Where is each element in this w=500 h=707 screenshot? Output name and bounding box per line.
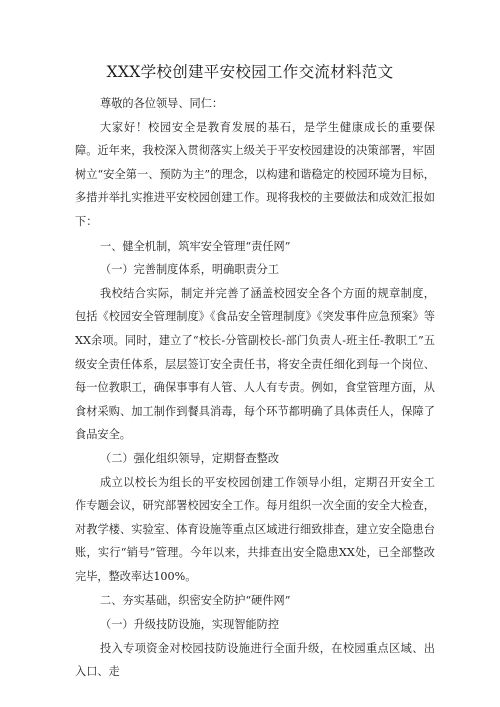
subsection-heading-2-1: （一）升级技防设施，实现智能防控 [100,618,280,632]
paragraph-2-1: 投入专项资金对校园技防设施进行全面升级，在校园重点区域、出入口、走 [75,641,435,679]
section-heading-1: 一、健全机制，筑牢安全管理“责任网” [100,239,291,253]
subsection-heading-1-1: （一）完善制度体系，明确职责分工 [100,263,280,277]
section-heading-2: 二、夯实基础，织密安全防护“硬件网” [100,594,291,608]
paragraph-1-2: 成立以校长为组长的平安校园创建工作领导小组，定期召开安全工作专题会议，研究部署校园安全工作。每月组织一次全面的安全大检查，对教学楼、实验室、体育设施等重点区域进行细致排查，建立安全隐患台账，实行“销号”管理。今年以来，共排查出安全隐患XX处，已全部整改完毕，整改率达100%。 [75,475,435,583]
salutation: 尊敬的各位领导、同仁： [100,97,224,110]
intro-paragraph: 大家好！校园安全是教育发展的基石，是学生健康成长的重要保障。近年来，我校深入贯彻落实上级关于平安校园建设的决策部署，牢固树立“安全第一、预防为主”的理念，以构建和谐稳定的校园环境为目标，多措并举扎实推进平安校园创建工作。现将我校的主要做法和成效汇报如下： [75,120,435,228]
paragraph-1-1: 我校结合实际，制定并完善了涵盖校园安全各个方面的规章制度，包括《校园安全管理制度》《食品安全管理制度》《突发事件应急预案》等XX余项。同时，建立了“校长-分管副校长-部门负责人-班主任-教职工”五级安全责任体系，层层签订安全责任书，将安全责任细化到每一个岗位、每一位教职工，确保事事有人管、人人有专责。例如，食堂管理方面，从食材采购、加工制作到餐具消毒，每个环节都明确了具体责任人，保障了食品安全。 [75,286,435,442]
document-title: XXX学校创建平安校园工作交流材料范文 [106,63,394,81]
subsection-heading-1-2: （二）强化组织领导，定期督查整改 [100,451,280,465]
document-body [75,92,435,684]
